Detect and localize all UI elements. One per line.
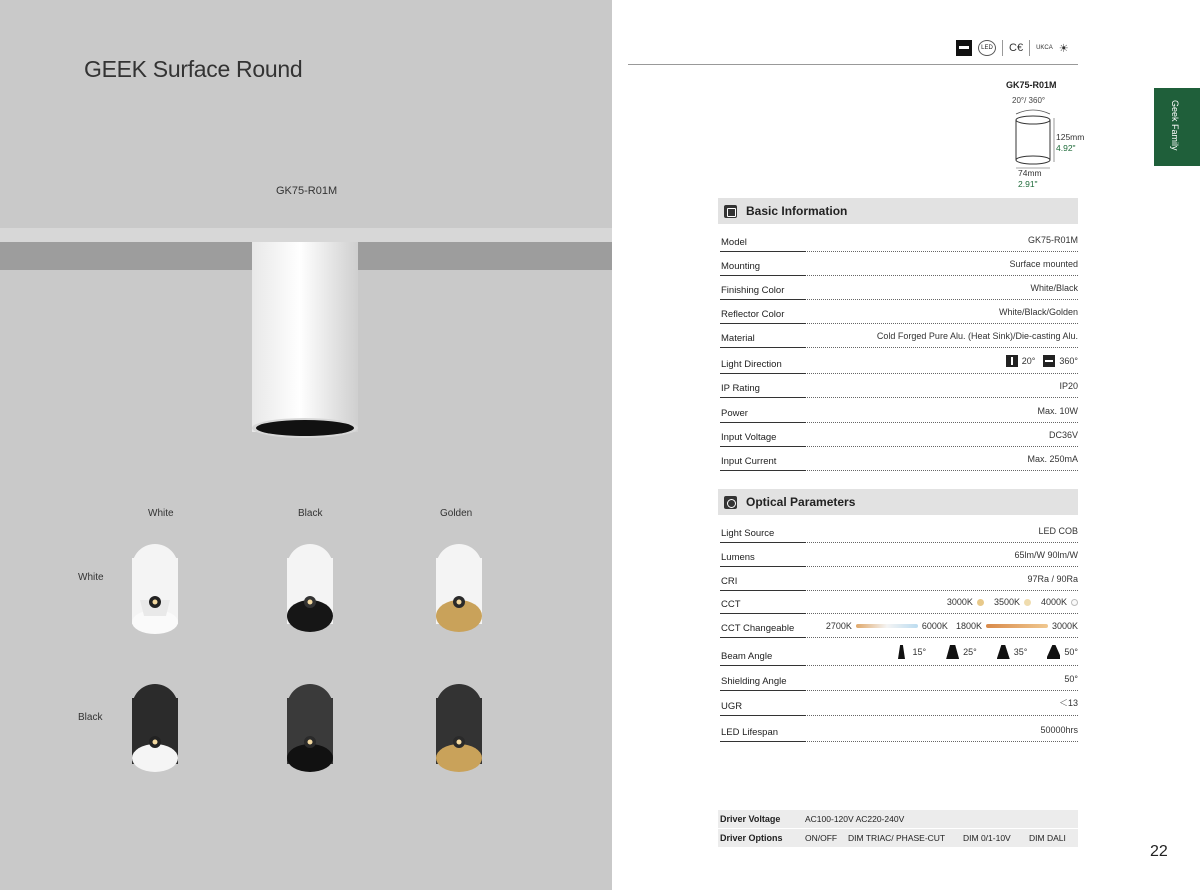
variant-black-black-image <box>283 684 337 776</box>
spec-value <box>1006 355 1078 367</box>
spec-label: Shielding Angle <box>721 676 787 687</box>
spec-label: Light Source <box>721 528 775 539</box>
cct-dim-end: 3000K <box>1051 621 1078 631</box>
diagram-width-in: 2.91" <box>1018 179 1038 189</box>
cct-range-start: 2700K <box>825 621 852 631</box>
row-label-white: White <box>78 572 104 583</box>
led-icon: LED <box>978 40 996 56</box>
variant-black-golden-image <box>432 684 486 776</box>
direction-tilt-value: 20° <box>1021 356 1036 366</box>
cct-value: 4000K <box>1040 597 1067 607</box>
page-number: 22 <box>1150 843 1168 860</box>
spec-label: Lumens <box>721 552 755 563</box>
certification-bar <box>956 40 1069 56</box>
spec-row-shielding-angle <box>720 667 1078 691</box>
driver-options-label: Driver Options <box>720 833 783 843</box>
spec-value: IP20 <box>1059 381 1078 391</box>
diagram-height-in: 4.92" <box>1056 143 1076 153</box>
hero-fixture-image <box>252 242 358 438</box>
driver-option: ON/OFF <box>805 833 838 843</box>
cct-neutral-swatch <box>1024 599 1031 606</box>
spec-label: CRI <box>721 576 738 587</box>
spec-row-finishing-color <box>720 276 1078 300</box>
spec-row-model <box>720 228 1078 252</box>
spec-label: Power <box>721 408 748 419</box>
spec-row-mounting <box>720 252 1078 276</box>
optical-params-title: Optical Parameters <box>746 495 856 509</box>
side-tab-label: Geek Family <box>1170 100 1180 151</box>
beam-value: 35° <box>1013 647 1028 657</box>
spec-label: Material <box>721 333 755 344</box>
product-title: GEEK Surface Round <box>84 56 303 82</box>
surface-mount-icon <box>956 40 972 56</box>
spec-label: CCT <box>721 599 741 610</box>
header-rule <box>628 64 1078 65</box>
spec-row-led-lifespan <box>720 718 1078 742</box>
product-model-label: GK75-R01M <box>276 185 338 197</box>
spec-label: Reflector Color <box>721 309 785 320</box>
spec-label: Input Current <box>721 456 777 467</box>
beam-value: 50° <box>1064 647 1078 657</box>
spec-value: 50° <box>1064 674 1078 684</box>
spec-value <box>947 597 1078 607</box>
spec-value: 65lm/W 90lm/W <box>1014 550 1078 560</box>
basic-info-title: Basic Information <box>746 204 848 218</box>
driver-voltage-value: AC100-120V AC220-240V <box>805 814 905 824</box>
variant-white-golden-image <box>432 544 486 636</box>
spec-row-reflector-color <box>720 300 1078 324</box>
spec-label: Input Voltage <box>721 432 777 443</box>
spec-value: LED COB <box>1038 526 1078 536</box>
spec-value: DC36V <box>1048 430 1078 440</box>
ce-mark-icon: C€ <box>1009 42 1024 54</box>
spec-value: Max. 250mA <box>1027 454 1078 464</box>
diagram-model: GK75-R01M <box>1006 80 1057 90</box>
spec-row-input-current <box>720 447 1078 471</box>
spec-value: ＜13 <box>1058 698 1078 708</box>
cct-value: 3500K <box>993 597 1020 607</box>
spec-value: White/Black <box>1030 283 1078 293</box>
spec-label: LED Lifespan <box>721 727 779 738</box>
beam-value: 15° <box>912 647 927 657</box>
dimension-diagram <box>1008 106 1058 174</box>
driver-option: DIM DALI <box>1029 833 1066 843</box>
driver-options-row <box>718 829 1078 847</box>
spec-label: Beam Angle <box>721 651 773 662</box>
spec-label: CCT Changeable <box>721 623 795 634</box>
spec-row-light-direction <box>720 350 1078 374</box>
spec-row-ugr <box>720 692 1078 716</box>
driver-voltage-label: Driver Voltage <box>720 814 781 824</box>
column-label-black: Black <box>298 508 323 519</box>
spec-value: Max. 10W <box>1037 406 1078 416</box>
spec-row-light-source <box>720 519 1078 543</box>
spec-row-power <box>720 399 1078 423</box>
spec-value: Surface mounted <box>1009 259 1078 269</box>
beam-25-icon <box>946 645 959 659</box>
cct-warm-swatch <box>977 599 984 606</box>
spec-label: Model <box>721 237 747 248</box>
spec-value: 97Ra / 90Ra <box>1027 574 1078 584</box>
spec-value <box>895 645 1079 659</box>
spec-row-cct <box>720 590 1078 614</box>
optical-params-header <box>718 489 1078 515</box>
ukca-mark-icon: UKCA <box>1036 45 1053 51</box>
beam-15-icon <box>895 645 909 659</box>
spec-value: 50000hrs <box>1040 725 1078 735</box>
spec-value <box>826 621 1078 631</box>
spec-label: IP Rating <box>721 383 760 394</box>
column-label-white: White <box>148 508 174 519</box>
spec-value: GK75-R01M <box>1027 235 1078 245</box>
beam-35-icon <box>997 645 1010 659</box>
spec-label: UGR <box>721 701 743 712</box>
spec-value: Cold Forged Pure Alu. (Heat Sink)/Die-casting Alu. <box>876 331 1078 341</box>
driver-option: DIM 0/1-10V <box>963 833 1011 843</box>
column-label-golden: Golden <box>440 508 473 519</box>
cct-tunable-gradient <box>856 624 918 628</box>
spec-label: Light Direction <box>721 359 782 370</box>
row-label-black: Black <box>78 712 103 723</box>
spec-row-ip-rating <box>720 374 1078 398</box>
cct-dim-start: 1800K <box>955 621 982 631</box>
driver-option: DIM TRIAC/ PHASE-CUT <box>848 833 946 843</box>
sun-icon <box>724 496 737 509</box>
cct-cool-swatch <box>1071 599 1078 606</box>
variant-black-white-image <box>128 684 182 776</box>
cct-value: 3000K <box>946 597 973 607</box>
spec-row-beam-angle <box>720 642 1078 666</box>
divider <box>1029 40 1030 56</box>
info-icon <box>724 205 737 218</box>
spec-row-lumens <box>720 543 1078 567</box>
spec-row-input-voltage <box>720 423 1078 447</box>
ceiling-strip <box>0 228 612 242</box>
cct-dim-to-warm-gradient <box>986 624 1048 628</box>
rotation-direction-icon <box>1043 355 1055 367</box>
spec-row-cri <box>720 567 1078 591</box>
side-tab[interactable] <box>1154 88 1200 166</box>
beam-50-icon <box>1047 645 1060 659</box>
driver-voltage-row <box>718 810 1078 828</box>
spec-row-material <box>720 324 1078 348</box>
basic-info-header <box>718 198 1078 224</box>
beam-value: 25° <box>963 647 977 657</box>
diagram-width-mm: 74mm <box>1018 168 1042 178</box>
spec-value: White/Black/Golden <box>998 307 1078 317</box>
diagram-angle: 20°/ 360° <box>1012 96 1046 105</box>
spec-label: Mounting <box>721 261 761 272</box>
spec-label: Finishing Color <box>721 285 785 296</box>
rohs-mark-icon: ☀ <box>1058 42 1069 55</box>
downlight-direction-icon <box>1006 355 1018 367</box>
cct-range-end: 6000K <box>921 621 948 631</box>
variant-white-black-image <box>283 544 337 636</box>
divider <box>1002 40 1003 56</box>
diagram-height-mm: 125mm <box>1056 132 1085 142</box>
variant-white-white-image <box>128 544 182 636</box>
spec-row-cct-changeable <box>720 614 1078 638</box>
direction-rotation-value: 360° <box>1059 356 1078 366</box>
